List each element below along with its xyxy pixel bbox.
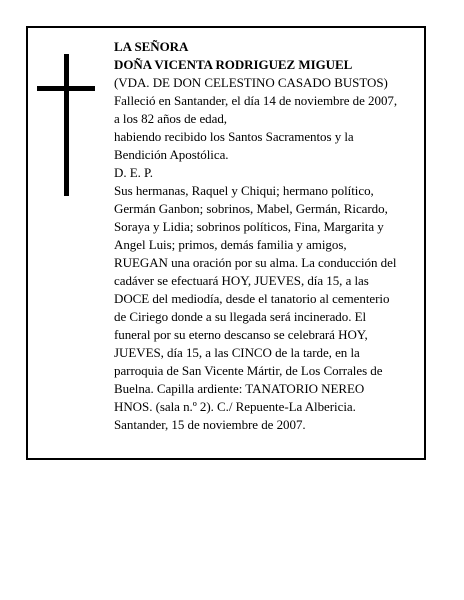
deceased-name: DOÑA VICENTA RODRIGUEZ MIGUEL [114,57,353,72]
body-line: HNOS. (sala n.º 2). C./ Repuente-La Albericia. [114,399,356,414]
body-line: D. E. P. [114,165,153,180]
cross-horizontal-bar [37,86,95,91]
body-line: a los 82 años de edad, [114,111,227,126]
obituary-text [114,38,418,434]
body-line: Bendición Apostólica. [114,147,229,162]
body-line: funeral por su eterno descanso se celebrará HOY, [114,327,368,342]
body-line: JUEVES, día 15, a las CINCO de la tarde, en la [114,345,360,360]
body-line: Buelna. Capilla ardiente: TANATORIO NEREO [114,381,365,396]
body-line: parroquia de San Vicente Mártir, de Los Corrales de [114,363,383,378]
body-line: Santander, 15 de noviembre de 2007. [114,417,306,432]
heading: LA SEÑORA [114,39,189,54]
cross-vertical-bar [64,54,69,196]
body-line: habiendo recibido los Santos Sacramentos y la [114,129,354,144]
body-line: de Ciriego donde a su llegada será incinerado. El [114,309,367,324]
body-line: Sus hermanas, Raquel y Chiqui; hermano político, [114,183,374,198]
body-line: RUEGAN una oración por su alma. La conducción del [114,255,397,270]
body-line: DOCE del mediodía, desde el tanatorio al cementerio [114,291,390,306]
body-line: cadáver se efectuará HOY, JUEVES, día 15, a las [114,273,369,288]
widow-of: (VDA. DE DON CELESTINO CASADO BUSTOS) [114,75,388,90]
body-line: Falleció en Santander, el día 14 de noviembre de 2007, [114,93,398,108]
body-line: Angel Luis; primos, demás familia y amigos, [114,237,347,252]
body-line: Germán Ganbon; sobrinos, Mabel, Germán, Ricardo, [114,201,388,216]
body-line: Soraya y Lidia; sobrinos políticos, Fina, Margarita y [114,219,384,234]
